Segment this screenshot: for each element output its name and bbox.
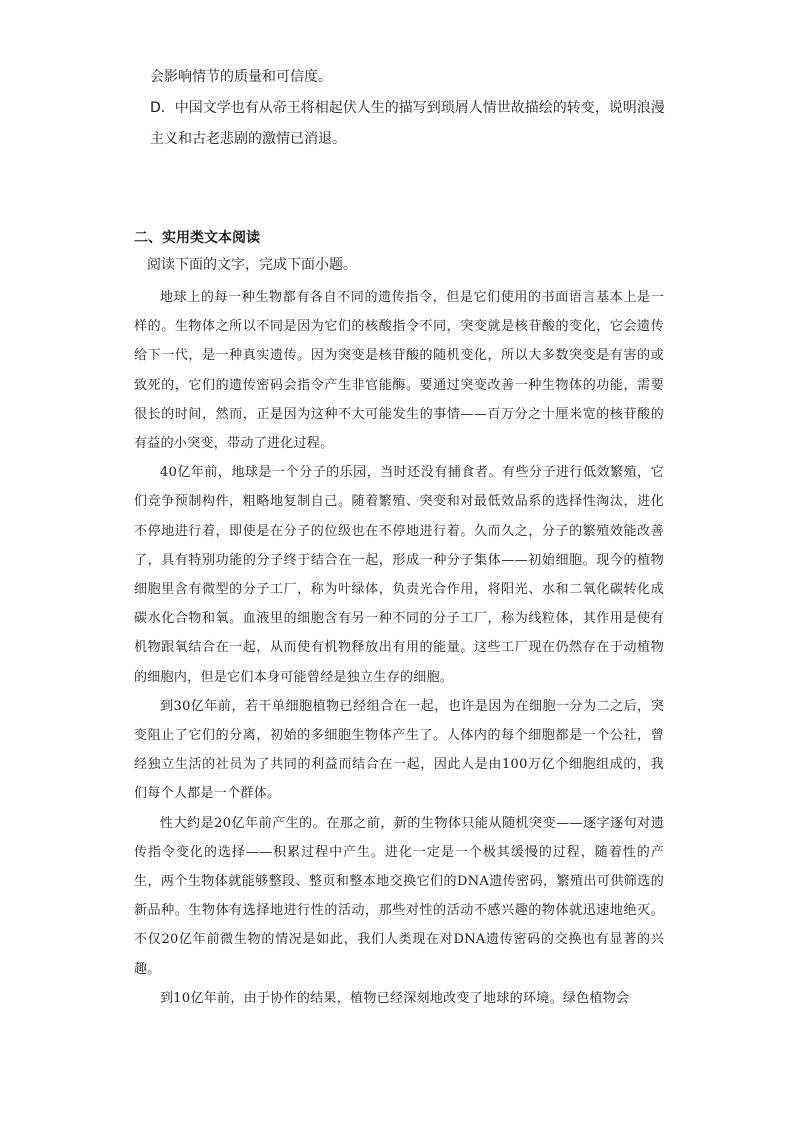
passage-paragraph-5: 到10亿年前，由于协作的结果，植物已经深刻地改变了地球的环境。绿色植物会 [160, 990, 630, 1006]
option-c-continuation: 会影响情节的质量和可信度。 [150, 69, 332, 85]
option-d-line-2: 主义和古老悲剧的激情已消退。 [150, 131, 346, 147]
passage-paragraph-2: 40亿年前，地球是一个分子的乐园，当时还没有捕食者。有些分子进行低效繁殖，它们竞争预制构件，粗略地复制自己。随着繁殖、突变和对最低效品系的选择性淘汰，进化不停地进行着，即使是在分子的位级也在不停地进行着。久而久之，分子的繁殖效能改善了，具有特别功能的分子终于结合在一起，形成一种分子集体——初始细胞。现今的植物细胞里含有微型的分子工厂，称为叶绿体，负责光合作用，将阳光、水和二氧化碳转化成碳水化合物和氧。血液里的细胞含有另一种不同的分子工厂，称为线粒体，其作用是使有机物跟氧结合在一起，从而使有机物释放出有用的能量。这些工厂现在仍然存在于动植物的细胞内，但是它们本身可能曾经是独立生存的细胞。 [134, 465, 664, 685]
option-d-line-1: D．中国文学也有从帝王将相起伏人生的描写到琐屑人情世故描绘的转变，说明浪漫 [150, 100, 665, 116]
section-heading: 二、实用类文本阅读 [134, 230, 260, 246]
passage-paragraph-3: 到30亿年前，若干单细胞植物已经组合在一起，也许是因为在细胞一分为二之后，突变阻止了它们的分离，初始的多细胞生物体产生了。人体内的每个细胞都是一个公社，曾经独立生活的社员为了共同的利益而结合在一起，因此人是由100万亿个细胞组成的，我们每个人都是一个群体。 [134, 698, 664, 802]
reading-instruction: 阅读下面的文字，完成下面小题。 [147, 257, 357, 273]
passage-paragraph-4: 性大约是20亿年前产生的。在那之前，新的生物体只能从随机突变——逐字逐句对遗传指令变化的选择——积累过程中产生。进化一定是一个极其缓慢的过程，随着性的产生，两个生物体就能够整段、整页和整本地交换它们的DNA遗传密码，繁殖出可供筛选的新品种。生物体有选择地进行性的活动，那些对性的活动不感兴趣的物体就迅速地绝灭。不仅20亿年前微生物的情况是如此，我们人类现在对DNA遗传密码的交换也有显著的兴趣。 [134, 815, 664, 977]
reading-passage [134, 283, 664, 1013]
passage-paragraph-1: 地球上的每一种生物都有各自不同的遗传指令，但是它们使用的书面语言基本上是一样的。生物体之所以不同是因为它们的核酸指令不同，突变就是核苷酸的变化，它会遗传给下一代，是一种真实遗传。因为突变是核苷酸的随机变化，所以大多数突变是有害的或致死的，它们的遗传密码会指令产生非官能酶。要通过突变改善一种生物体的功能，需要很长的时间，然而，正是因为这种不大可能发生的事情——百万分之十厘米宽的核苷酸的有益的小突变，带动了进化过程。 [134, 290, 664, 452]
previous-question-tail [134, 62, 674, 155]
